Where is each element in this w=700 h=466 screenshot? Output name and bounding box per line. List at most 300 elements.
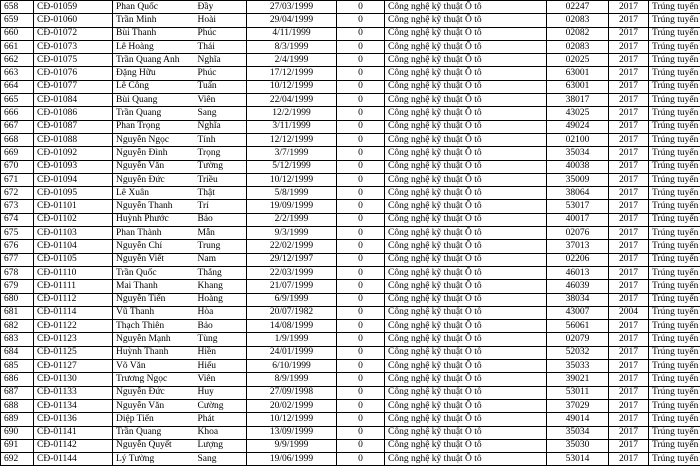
row-number-cell: 679 <box>1 280 34 293</box>
surname-cell: Diệp Tiến <box>113 413 195 426</box>
table-row <box>1 333 700 346</box>
school-code-cell: 43025 <box>547 107 609 120</box>
surname-cell: Nguyễn Mạnh <box>113 333 195 346</box>
major-cell: Công nghệ kỹ thuật Ô tô <box>385 67 547 80</box>
graduation-year-cell: 2017 <box>609 426 649 439</box>
priority-flag-cell: 0 <box>337 14 385 27</box>
surname-cell: Phan Quốc <box>113 1 195 14</box>
surname-cell: Thạch Thiên <box>113 320 195 333</box>
result-cell: Trúng tuyển <box>649 27 700 40</box>
row-number-cell: 675 <box>1 227 34 240</box>
priority-flag-cell: 0 <box>337 107 385 120</box>
surname-cell: Trần Minh <box>113 14 195 27</box>
graduation-year-cell: 2017 <box>609 133 649 146</box>
major-cell: Công nghệ kỹ thuật Ô tô <box>385 213 547 226</box>
given-name-cell: Nam <box>195 253 247 266</box>
given-name-cell: Hoàng <box>195 293 247 306</box>
table-row <box>1 94 700 107</box>
major-cell: Công nghệ kỹ thuật Ô tô <box>385 413 547 426</box>
school-code-cell: 52032 <box>547 346 609 359</box>
priority-flag-cell: 0 <box>337 54 385 67</box>
row-number-cell: 676 <box>1 240 34 253</box>
result-cell: Trúng tuyển <box>649 253 700 266</box>
priority-flag-cell: 0 <box>337 280 385 293</box>
given-name-cell: Phúc <box>195 27 247 40</box>
result-cell: Trúng tuyển <box>649 187 700 200</box>
major-cell: Công nghệ kỹ thuật Ô tô <box>385 346 547 359</box>
surname-cell: Nguyễn Đức <box>113 173 195 186</box>
surname-cell: Nguyễn Ngọc <box>113 133 195 146</box>
school-code-cell: 02079 <box>547 333 609 346</box>
major-cell: Công nghệ kỹ thuật Ô tô <box>385 173 547 186</box>
graduation-year-cell: 2017 <box>609 293 649 306</box>
school-code-cell: 37029 <box>547 399 609 412</box>
date-of-birth-cell: 22/03/1999 <box>247 266 337 279</box>
row-number-cell: 689 <box>1 413 34 426</box>
candidate-code-cell: CĐ-01087 <box>34 120 113 133</box>
table-row <box>1 320 700 333</box>
major-cell: Công nghệ kỹ thuật Ô tô <box>385 280 547 293</box>
result-cell: Trúng tuyển <box>649 1 700 14</box>
graduation-year-cell: 2017 <box>609 346 649 359</box>
row-number-cell: 658 <box>1 1 34 14</box>
surname-cell: Nguyễn Đức <box>113 386 195 399</box>
graduation-year-cell: 2017 <box>609 94 649 107</box>
given-name-cell: Sang <box>195 107 247 120</box>
row-number-cell: 664 <box>1 80 34 93</box>
major-cell: Công nghệ kỹ thuật Ô tô <box>385 80 547 93</box>
given-name-cell: Cường <box>195 399 247 412</box>
graduation-year-cell: 2017 <box>609 373 649 386</box>
priority-flag-cell: 0 <box>337 320 385 333</box>
candidate-code-cell: CĐ-01086 <box>34 107 113 120</box>
table-row <box>1 346 700 359</box>
date-of-birth-cell: 2/4/1999 <box>247 54 337 67</box>
major-cell: Công nghệ kỹ thuật Ô tô <box>385 426 547 439</box>
major-cell: Công nghệ kỹ thuật Ô tô <box>385 386 547 399</box>
table-row <box>1 27 700 40</box>
row-number-cell: 672 <box>1 187 34 200</box>
row-number-cell: 666 <box>1 107 34 120</box>
result-cell: Trúng tuyển <box>649 227 700 240</box>
surname-cell: Lê Công <box>113 80 195 93</box>
graduation-year-cell: 2017 <box>609 253 649 266</box>
date-of-birth-cell: 13/09/1999 <box>247 426 337 439</box>
table-row <box>1 253 700 266</box>
graduation-year-cell: 2017 <box>609 280 649 293</box>
result-cell: Trúng tuyển <box>649 453 700 466</box>
row-number-cell: 665 <box>1 94 34 107</box>
date-of-birth-cell: 22/04/1999 <box>247 94 337 107</box>
priority-flag-cell: 0 <box>337 240 385 253</box>
row-number-cell: 662 <box>1 54 34 67</box>
date-of-birth-cell: 5/8/1999 <box>247 187 337 200</box>
given-name-cell: Thật <box>195 187 247 200</box>
major-cell: Công nghệ kỹ thuật Ô tô <box>385 40 547 53</box>
candidate-code-cell: CĐ-01103 <box>34 227 113 240</box>
candidate-code-cell: CĐ-01112 <box>34 293 113 306</box>
school-code-cell: 35034 <box>547 426 609 439</box>
date-of-birth-cell: 8/3/1999 <box>247 40 337 53</box>
candidate-code-cell: CĐ-01141 <box>34 426 113 439</box>
major-cell: Công nghệ kỹ thuật Ô tô <box>385 333 547 346</box>
table-row <box>1 147 700 160</box>
school-code-cell: 46013 <box>547 266 609 279</box>
table-row <box>1 306 700 319</box>
major-cell: Công nghệ kỹ thuật Ô tô <box>385 306 547 319</box>
school-code-cell: 49014 <box>547 413 609 426</box>
graduation-year-cell: 2017 <box>609 40 649 53</box>
surname-cell: Lý Tường <box>113 453 195 466</box>
candidate-code-cell: CĐ-01104 <box>34 240 113 253</box>
table-row <box>1 173 700 186</box>
date-of-birth-cell: 10/12/1999 <box>247 80 337 93</box>
date-of-birth-cell: 20/02/1999 <box>247 399 337 412</box>
surname-cell: Mai Thanh <box>113 280 195 293</box>
school-code-cell: 35034 <box>547 147 609 160</box>
candidate-code-cell: CĐ-01072 <box>34 27 113 40</box>
priority-flag-cell: 0 <box>337 399 385 412</box>
result-cell: Trúng tuyển <box>649 173 700 186</box>
major-cell: Công nghệ kỹ thuật Ô tô <box>385 240 547 253</box>
date-of-birth-cell: 27/03/1999 <box>247 1 337 14</box>
given-name-cell: Bảo <box>195 213 247 226</box>
school-code-cell: 35009 <box>547 173 609 186</box>
surname-cell: Nguyễn Văn <box>113 160 195 173</box>
priority-flag-cell: 0 <box>337 160 385 173</box>
candidate-code-cell: CĐ-01095 <box>34 187 113 200</box>
row-number-cell: 660 <box>1 27 34 40</box>
surname-cell: Nguyễn Đình <box>113 147 195 160</box>
major-cell: Công nghệ kỹ thuật Ô tô <box>385 253 547 266</box>
school-code-cell: 63001 <box>547 80 609 93</box>
given-name-cell: Huy <box>195 386 247 399</box>
table-row <box>1 426 700 439</box>
result-cell: Trúng tuyển <box>649 14 700 27</box>
surname-cell: Bùi Quang <box>113 94 195 107</box>
graduation-year-cell: 2017 <box>609 120 649 133</box>
candidate-code-cell: CĐ-01123 <box>34 333 113 346</box>
date-of-birth-cell: 24/01/1999 <box>247 346 337 359</box>
result-cell: Trúng tuyển <box>649 439 700 452</box>
candidate-code-cell: CĐ-01144 <box>34 453 113 466</box>
graduation-year-cell: 2017 <box>609 200 649 213</box>
result-cell: Trúng tuyển <box>649 120 700 133</box>
date-of-birth-cell: 6/10/1999 <box>247 360 337 373</box>
date-of-birth-cell: 20/07/1982 <box>247 306 337 319</box>
school-code-cell: 49024 <box>547 120 609 133</box>
candidate-code-cell: CĐ-01101 <box>34 200 113 213</box>
major-cell: Công nghệ kỹ thuật Ô tô <box>385 27 547 40</box>
date-of-birth-cell: 6/9/1999 <box>247 293 337 306</box>
major-cell: Công nghệ kỹ thuật Ô tô <box>385 14 547 27</box>
result-cell: Trúng tuyển <box>649 80 700 93</box>
surname-cell: Trần Quang <box>113 426 195 439</box>
date-of-birth-cell: 4/11/1999 <box>247 27 337 40</box>
graduation-year-cell: 2017 <box>609 173 649 186</box>
row-number-cell: 670 <box>1 160 34 173</box>
school-code-cell: 39021 <box>547 373 609 386</box>
surname-cell: Lê Hoàng <box>113 40 195 53</box>
priority-flag-cell: 0 <box>337 120 385 133</box>
table-row <box>1 120 700 133</box>
candidate-code-cell: CĐ-01059 <box>34 1 113 14</box>
candidate-code-cell: CĐ-01084 <box>34 94 113 107</box>
graduation-year-cell: 2017 <box>609 439 649 452</box>
table-row <box>1 213 700 226</box>
result-cell: Trúng tuyển <box>649 240 700 253</box>
row-number-cell: 673 <box>1 200 34 213</box>
candidate-code-cell: CĐ-01105 <box>34 253 113 266</box>
date-of-birth-cell: 29/04/1999 <box>247 14 337 27</box>
date-of-birth-cell: 14/08/1999 <box>247 320 337 333</box>
surname-cell: Nguyễn Quyết <box>113 439 195 452</box>
result-cell: Trúng tuyển <box>649 213 700 226</box>
priority-flag-cell: 0 <box>337 439 385 452</box>
major-cell: Công nghệ kỹ thuật Ô tô <box>385 54 547 67</box>
graduation-year-cell: 2017 <box>609 80 649 93</box>
result-cell: Trúng tuyển <box>649 40 700 53</box>
result-cell: Trúng tuyển <box>649 147 700 160</box>
surname-cell: Vũ Thanh <box>113 306 195 319</box>
surname-cell: Bùi Thanh <box>113 27 195 40</box>
given-name-cell: Tính <box>195 133 247 146</box>
surname-cell: Phan Thành <box>113 227 195 240</box>
graduation-year-cell: 2017 <box>609 67 649 80</box>
school-code-cell: 38017 <box>547 94 609 107</box>
school-code-cell: 02100 <box>547 133 609 146</box>
table-row <box>1 160 700 173</box>
candidate-code-cell: CĐ-01136 <box>34 413 113 426</box>
result-cell: Trúng tuyển <box>649 67 700 80</box>
date-of-birth-cell: 29/12/1997 <box>247 253 337 266</box>
priority-flag-cell: 0 <box>337 80 385 93</box>
priority-flag-cell: 0 <box>337 227 385 240</box>
given-name-cell: Triều <box>195 173 247 186</box>
surname-cell: Đặng Hữu <box>113 67 195 80</box>
surname-cell: Nguyễn Tiến <box>113 293 195 306</box>
table-row <box>1 399 700 412</box>
candidate-code-cell: CĐ-01114 <box>34 306 113 319</box>
priority-flag-cell: 0 <box>337 213 385 226</box>
given-name-cell: Phúc <box>195 67 247 80</box>
surname-cell: Võ Văn <box>113 360 195 373</box>
school-code-cell: 43007 <box>547 306 609 319</box>
row-number-cell: 663 <box>1 67 34 80</box>
surname-cell: Phan Trọng <box>113 120 195 133</box>
given-name-cell: Lượng <box>195 439 247 452</box>
school-code-cell: 56061 <box>547 320 609 333</box>
major-cell: Công nghệ kỹ thuật Ô tô <box>385 293 547 306</box>
school-code-cell: 53014 <box>547 453 609 466</box>
row-number-cell: 661 <box>1 40 34 53</box>
given-name-cell: Khoa <box>195 426 247 439</box>
priority-flag-cell: 0 <box>337 360 385 373</box>
priority-flag-cell: 0 <box>337 187 385 200</box>
school-code-cell: 02247 <box>547 1 609 14</box>
date-of-birth-cell: 3/11/1999 <box>247 120 337 133</box>
given-name-cell: Viên <box>195 94 247 107</box>
given-name-cell: Tường <box>195 160 247 173</box>
graduation-year-cell: 2017 <box>609 386 649 399</box>
given-name-cell: Hiền <box>195 346 247 359</box>
result-cell: Trúng tuyển <box>649 386 700 399</box>
date-of-birth-cell: 9/9/1999 <box>247 439 337 452</box>
school-code-cell: 53011 <box>547 386 609 399</box>
school-code-cell: 02082 <box>547 27 609 40</box>
major-cell: Công nghệ kỹ thuật Ô tô <box>385 227 547 240</box>
surname-cell: Trương Ngọc <box>113 373 195 386</box>
table-row <box>1 187 700 200</box>
candidate-code-cell: CĐ-01075 <box>34 54 113 67</box>
date-of-birth-cell: 5/12/1999 <box>247 160 337 173</box>
date-of-birth-cell: 10/12/1999 <box>247 413 337 426</box>
surname-cell: Trần Quang <box>113 107 195 120</box>
candidate-code-cell: CĐ-01125 <box>34 346 113 359</box>
table-row <box>1 373 700 386</box>
candidate-code-cell: CĐ-01077 <box>34 80 113 93</box>
table-row <box>1 386 700 399</box>
graduation-year-cell: 2017 <box>609 147 649 160</box>
candidate-code-cell: CĐ-01060 <box>34 14 113 27</box>
date-of-birth-cell: 10/12/1999 <box>247 173 337 186</box>
row-number-cell: 690 <box>1 426 34 439</box>
date-of-birth-cell: 17/12/1999 <box>247 67 337 80</box>
result-cell: Trúng tuyển <box>649 160 700 173</box>
priority-flag-cell: 0 <box>337 333 385 346</box>
given-name-cell: Nghĩa <box>195 120 247 133</box>
graduation-year-cell: 2004 <box>609 306 649 319</box>
table-body <box>1 1 700 466</box>
priority-flag-cell: 0 <box>337 1 385 14</box>
priority-flag-cell: 0 <box>337 133 385 146</box>
graduation-year-cell: 2017 <box>609 399 649 412</box>
school-code-cell: 46039 <box>547 280 609 293</box>
candidate-code-cell: CĐ-01094 <box>34 173 113 186</box>
table-row <box>1 40 700 53</box>
result-cell: Trúng tuyển <box>649 94 700 107</box>
result-cell: Trúng tuyển <box>649 333 700 346</box>
graduation-year-cell: 2017 <box>609 453 649 466</box>
row-number-cell: 668 <box>1 133 34 146</box>
surname-cell: Huỳnh Thanh <box>113 346 195 359</box>
surname-cell: Lê Xuân <box>113 187 195 200</box>
surname-cell: Nguyễn Chí <box>113 240 195 253</box>
row-number-cell: 686 <box>1 373 34 386</box>
date-of-birth-cell: 12/2/1999 <box>247 107 337 120</box>
date-of-birth-cell: 3/7/1999 <box>247 147 337 160</box>
table-row <box>1 133 700 146</box>
result-cell: Trúng tuyển <box>649 280 700 293</box>
major-cell: Công nghệ kỹ thuật Ô tô <box>385 133 547 146</box>
surname-cell: Trần Quang Anh <box>113 54 195 67</box>
priority-flag-cell: 0 <box>337 200 385 213</box>
major-cell: Công nghệ kỹ thuật Ô tô <box>385 373 547 386</box>
school-code-cell: 37013 <box>547 240 609 253</box>
major-cell: Công nghệ kỹ thuật Ô tô <box>385 200 547 213</box>
major-cell: Công nghệ kỹ thuật Ô tô <box>385 94 547 107</box>
row-number-cell: 680 <box>1 293 34 306</box>
candidate-code-cell: CĐ-01142 <box>34 439 113 452</box>
graduation-year-cell: 2017 <box>609 227 649 240</box>
row-number-cell: 681 <box>1 306 34 319</box>
date-of-birth-cell: 19/06/1999 <box>247 453 337 466</box>
row-number-cell: 674 <box>1 213 34 226</box>
school-code-cell: 02206 <box>547 253 609 266</box>
candidate-code-cell: CĐ-01122 <box>34 320 113 333</box>
graduation-year-cell: 2017 <box>609 333 649 346</box>
candidate-code-cell: CĐ-01076 <box>34 67 113 80</box>
graduation-year-cell: 2017 <box>609 240 649 253</box>
given-name-cell: Sang <box>195 453 247 466</box>
given-name-cell: Mẫn <box>195 227 247 240</box>
table-row <box>1 67 700 80</box>
graduation-year-cell: 2017 <box>609 160 649 173</box>
school-code-cell: 40038 <box>547 160 609 173</box>
row-number-cell: 684 <box>1 346 34 359</box>
row-number-cell: 687 <box>1 386 34 399</box>
graduation-year-cell: 2017 <box>609 266 649 279</box>
given-name-cell: Hòa <box>195 306 247 319</box>
given-name-cell: Tùng <box>195 333 247 346</box>
row-number-cell: 691 <box>1 439 34 452</box>
school-code-cell: 63001 <box>547 67 609 80</box>
priority-flag-cell: 0 <box>337 373 385 386</box>
surname-cell: Nguyễn Thanh <box>113 200 195 213</box>
priority-flag-cell: 0 <box>337 147 385 160</box>
given-name-cell: Trọng <box>195 147 247 160</box>
school-code-cell: 02076 <box>547 227 609 240</box>
table-row <box>1 227 700 240</box>
candidate-code-cell: CĐ-01127 <box>34 360 113 373</box>
date-of-birth-cell: 8/9/1999 <box>247 373 337 386</box>
row-number-cell: 678 <box>1 266 34 279</box>
table-row <box>1 413 700 426</box>
priority-flag-cell: 0 <box>337 67 385 80</box>
result-cell: Trúng tuyển <box>649 360 700 373</box>
given-name-cell: Khang <box>195 280 247 293</box>
priority-flag-cell: 0 <box>337 413 385 426</box>
priority-flag-cell: 0 <box>337 306 385 319</box>
major-cell: Công nghệ kỹ thuật Ô tô <box>385 1 547 14</box>
candidate-code-cell: CĐ-01133 <box>34 386 113 399</box>
row-number-cell: 685 <box>1 360 34 373</box>
table-row <box>1 266 700 279</box>
date-of-birth-cell: 27/09/1998 <box>247 386 337 399</box>
given-name-cell: Trung <box>195 240 247 253</box>
result-cell: Trúng tuyển <box>649 426 700 439</box>
candidate-code-cell: CĐ-01130 <box>34 373 113 386</box>
graduation-year-cell: 2017 <box>609 14 649 27</box>
school-code-cell: 40017 <box>547 213 609 226</box>
graduation-year-cell: 2017 <box>609 107 649 120</box>
major-cell: Công nghệ kỹ thuật Ô tô <box>385 147 547 160</box>
table-row <box>1 360 700 373</box>
school-code-cell: 38064 <box>547 187 609 200</box>
given-name-cell: Tuấn <box>195 80 247 93</box>
table-row <box>1 1 700 14</box>
major-cell: Công nghệ kỹ thuật Ô tô <box>385 187 547 200</box>
priority-flag-cell: 0 <box>337 94 385 107</box>
given-name-cell: Nghĩa <box>195 54 247 67</box>
given-name-cell: Đầy <box>195 1 247 14</box>
result-cell: Trúng tuyển <box>649 200 700 213</box>
candidate-code-cell: CĐ-01092 <box>34 147 113 160</box>
surname-cell: Huỳnh Phước <box>113 213 195 226</box>
graduation-year-cell: 2017 <box>609 27 649 40</box>
row-number-cell: 692 <box>1 453 34 466</box>
date-of-birth-cell: 22/02/1999 <box>247 240 337 253</box>
